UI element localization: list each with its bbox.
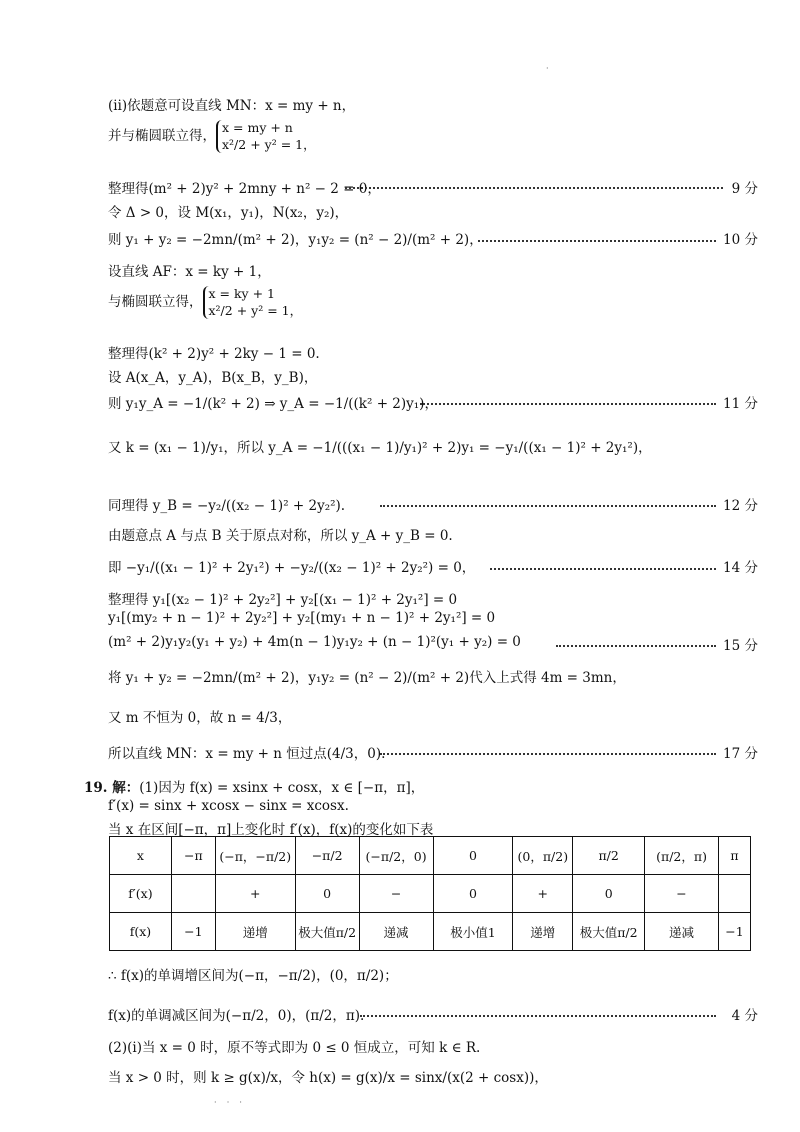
text-line: 又 m 不恒为 0，故 n = 4/3， bbox=[108, 710, 292, 726]
text-line: 整理得(m² + 2)y² + 2mny + n² − 2 = 0， bbox=[108, 181, 381, 197]
table-cell: (−π，−π/2) bbox=[215, 837, 295, 875]
dot-leader bbox=[490, 568, 716, 570]
text-line: 当 x 在区间[−π，π]上变化时 f′(x)，f(x)的变化如下表 bbox=[108, 822, 434, 838]
table-cell: π/2 bbox=[573, 837, 645, 875]
text-line: 又 k = (x₁ − 1)/y₁，所以 y_A = −1/(((x₁ − 1)/y₁)² + 2)y₁ = −y₁/((x₁ − 1)² + 2y₁²)， bbox=[108, 440, 652, 456]
table-cell: + bbox=[215, 875, 295, 913]
text-line: ∴ f(x)的单调增区间为(−π，−π/2)，(0，π/2)； bbox=[108, 968, 398, 984]
table-cell: −1 bbox=[718, 913, 750, 951]
table-cell: −π bbox=[171, 837, 215, 875]
dot-leader bbox=[380, 753, 716, 755]
dot-leader bbox=[345, 187, 723, 189]
score-label: 4 分 bbox=[731, 1008, 758, 1024]
text-line: 设直线 AF：x = ky + 1， bbox=[108, 264, 271, 280]
text-line: 将 y₁ + y₂ = −2mn/(m² + 2)，y₁y₂ = (n² − 2)/(m² + 2)代入上式得 4m = 3mn， bbox=[108, 670, 626, 686]
table-cell: (π/2，π) bbox=[645, 837, 719, 875]
table-cell: 递减 bbox=[645, 913, 719, 951]
text-line: 即 −y₁/((x₁ − 1)² + 2y₁²) + −y₂/((x₂ − 1)² + 2y₂²) = 0， bbox=[108, 560, 476, 576]
text-line: y₁[(my₂ + n − 1)² + 2y₂²] + y₂[(my₁ + n − 1)² + 2y₁²] = 0 bbox=[108, 610, 496, 626]
table-cell: −1 bbox=[171, 913, 215, 951]
text-line: 设 A(x_A，y_A)，B(x_B，y_B)， bbox=[108, 370, 318, 386]
table-cell: 0 bbox=[433, 837, 513, 875]
table-cell: f′(x) bbox=[110, 875, 172, 913]
scan-mark: · · · bbox=[214, 1098, 242, 1107]
system-row: x²/2 + y² = 1， bbox=[222, 137, 316, 152]
table-cell: 极大值π/2 bbox=[295, 913, 359, 951]
scan-mark: · bbox=[546, 64, 549, 73]
text-line: 由题意点 A 与点 B 关于原点对称，所以 y_A + y_B = 0. bbox=[108, 528, 453, 544]
variation-table bbox=[109, 836, 751, 951]
question-number: 19. bbox=[84, 780, 108, 796]
system-line bbox=[108, 120, 316, 153]
text-line: 整理得 y₁[(x₂ − 1)² + 2y₂²] + y₂[(x₁ − 1)² + 2y₁²] = 0 bbox=[108, 592, 458, 608]
table-cell: 0 bbox=[573, 875, 645, 913]
table-cell bbox=[171, 875, 215, 913]
table-cell: (0，π/2) bbox=[513, 837, 573, 875]
system-row: x²/2 + y² = 1， bbox=[208, 303, 303, 318]
score-label: 12 分 bbox=[723, 498, 758, 514]
text-line: 令 Δ > 0，设 M(x₁，y₁)，N(x₂，y₂)， bbox=[108, 205, 349, 221]
dot-leader bbox=[360, 1015, 716, 1017]
question-label: 解： bbox=[112, 780, 140, 796]
system-row: x = my + n bbox=[222, 120, 293, 135]
text-line: 所以直线 MN：x = my + n 恒过点(4/3，0). bbox=[108, 746, 386, 762]
text-line: 当 x > 0 时，则 k ≥ g(x)/x，令 h(x) = g(x)/x = sinx/(x(2 + cosx))， bbox=[108, 1070, 548, 1086]
score-label: 9 分 bbox=[731, 181, 758, 197]
equation-system bbox=[203, 286, 303, 319]
table-row-f bbox=[110, 913, 751, 951]
table-cell: 0 bbox=[295, 875, 359, 913]
table-cell: 极大值π/2 bbox=[573, 913, 645, 951]
table-cell: + bbox=[513, 875, 573, 913]
system-row: x = ky + 1 bbox=[208, 286, 275, 301]
dot-leader bbox=[420, 403, 716, 405]
text-prefix: 并与椭圆联立得， bbox=[108, 128, 216, 144]
score-label: 10 分 bbox=[723, 232, 758, 248]
text-line: 整理得(k² + 2)y² + 2ky − 1 = 0. bbox=[108, 346, 320, 362]
table-row-fprime bbox=[110, 875, 751, 913]
text-line: 同理得 y_B = −y₂/((x₂ − 1)² + 2y₂²). bbox=[108, 498, 346, 514]
text-prefix: 与椭圆联立得， bbox=[108, 294, 203, 310]
table-cell: π bbox=[718, 837, 750, 875]
table-cell bbox=[718, 875, 750, 913]
score-label: 11 分 bbox=[723, 396, 758, 412]
text-line: (ⅱ)依题意可设直线 MN：x = my + n， bbox=[108, 98, 356, 114]
text-line: 则 y₁ + y₂ = −2mn/(m² + 2)，y₁y₂ = (n² − 2)/(m² + 2)， bbox=[108, 232, 483, 248]
table-cell: 递增 bbox=[215, 913, 295, 951]
table-cell: 极小值1 bbox=[433, 913, 513, 951]
score-label: 14 分 bbox=[723, 560, 758, 576]
table-cell: 递增 bbox=[513, 913, 573, 951]
table-cell: −π/2 bbox=[295, 837, 359, 875]
dot-leader bbox=[556, 645, 716, 647]
table-cell: (−π/2，0) bbox=[359, 837, 433, 875]
text-line: f(x)的单调减区间为(−π/2，0)，(π/2，π). bbox=[108, 1008, 365, 1024]
equation-system bbox=[216, 120, 316, 153]
table-row-x bbox=[110, 837, 751, 875]
dot-leader bbox=[478, 240, 716, 242]
table-cell: 递减 bbox=[359, 913, 433, 951]
table-cell: f(x) bbox=[110, 913, 172, 951]
score-label: 15 分 bbox=[723, 638, 758, 654]
table-cell: x bbox=[110, 837, 172, 875]
table-cell: 0 bbox=[433, 875, 513, 913]
question-heading bbox=[84, 776, 424, 796]
text-line: f′(x) = sinx + xcosx − sinx = xcosx. bbox=[108, 798, 349, 814]
system-line bbox=[108, 286, 302, 319]
table-cell: − bbox=[645, 875, 719, 913]
text-line: (2)(ⅰ)当 x = 0 时，原不等式即为 0 ≤ 0 恒成立，可知 k ∈ R. bbox=[108, 1040, 481, 1056]
text-line: (m² + 2)y₁y₂(y₁ + y₂) + 4m(n − 1)y₁y₂ + (n − 1)²(y₁ + y₂) = 0 bbox=[108, 634, 521, 650]
dot-leader bbox=[380, 505, 716, 507]
score-label: 17 分 bbox=[723, 746, 758, 762]
table-cell: − bbox=[359, 875, 433, 913]
text-line: 则 y₁y_A = −1/(k² + 2) ⇒ y_A = −1/((k² + 2)y₁)， bbox=[108, 396, 438, 412]
question-text: (1)因为 f(x) = xsinx + cosx，x ∈ [−π，π]， bbox=[139, 780, 425, 796]
